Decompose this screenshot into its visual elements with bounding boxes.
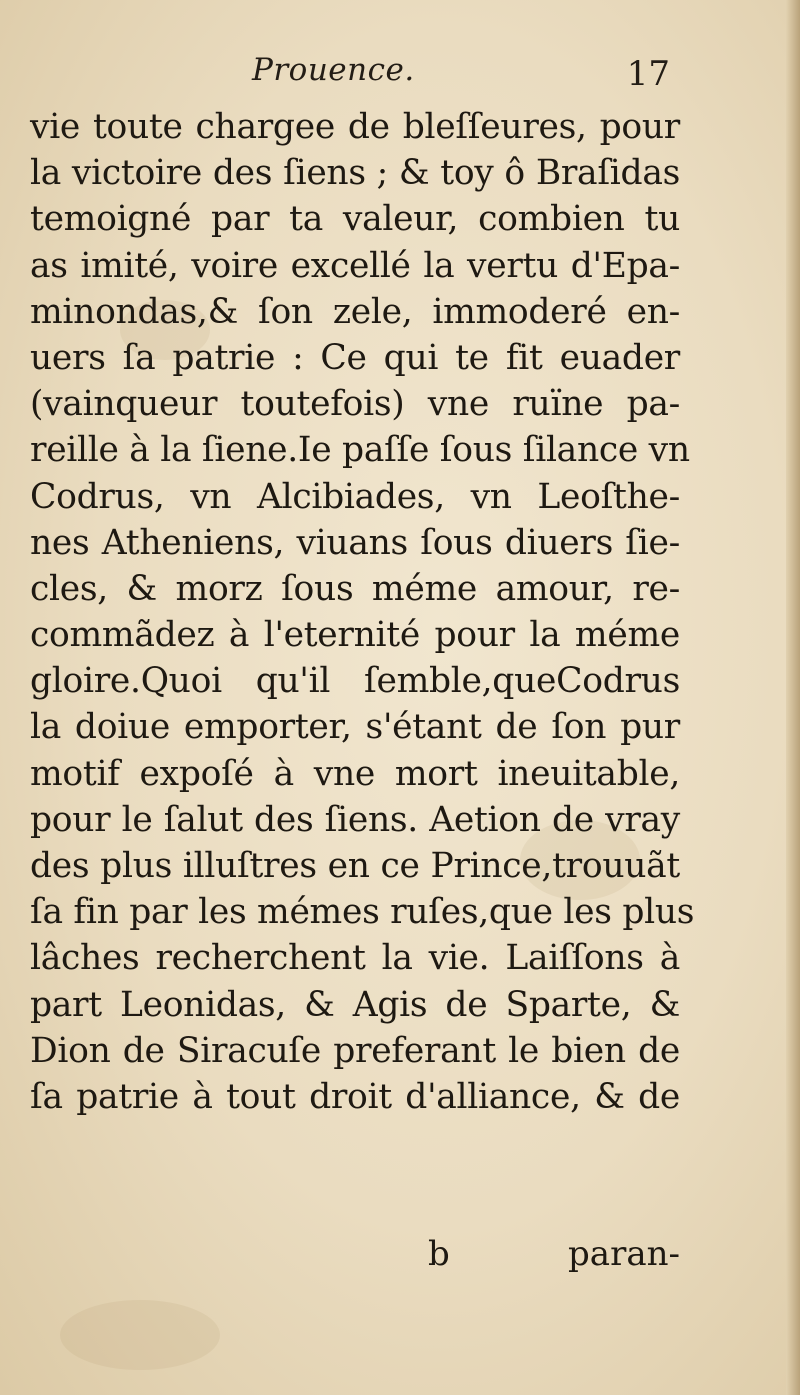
page-header: [30, 52, 670, 102]
page-footer: [30, 1234, 680, 1284]
signature-mark: b: [428, 1234, 450, 1274]
text-line: vie toute chargee de bleſſeures, pour: [30, 107, 680, 147]
text-line: gloire.Quoi qu'il ſemble,queCodrus: [30, 661, 680, 702]
text-line: uers ſa patrie : Ce qui te fit euader: [30, 337, 680, 378]
text-line: (vainqueur toutefois) vne ruïne pa-: [30, 384, 680, 425]
text-line: reille à la ſiene.Ie paſſe ſous ſilance vn: [30, 430, 690, 471]
text-line: Codrus, vn Alcibiades, vn Leoſthe-: [30, 476, 680, 517]
text-line: pour le ſalut des ſiens. Aetion de vray: [30, 799, 680, 840]
text-line: la doiue emporter, s'étant de ſon pur: [30, 707, 680, 748]
text-line: commãdez à l'eternité pour la méme: [30, 615, 680, 656]
text-line: ſa fin par les mémes ruſes,que les plus: [30, 892, 695, 933]
paper-stain: [60, 1300, 220, 1370]
body-text: [30, 104, 695, 1120]
text-line: la victoire des ſiens ; & toy ô Braſidas: [30, 153, 680, 194]
text-line: nes Atheniens, viuans ſous diuers ſie-: [30, 522, 680, 563]
catchword: paran-: [568, 1234, 680, 1274]
text-line: as imité, voire excellé la vertu d'Epa-: [30, 245, 680, 286]
text-line: cles, & morz ſous méme amour, re-: [30, 568, 680, 609]
text-line: motif expoſé à vne mort ineuitable,: [30, 753, 680, 794]
text-line: minondas,& ſon zele, immoderé en-: [30, 291, 680, 332]
text-line: ſa patrie à tout droit d'alliance, & de: [30, 1076, 680, 1117]
running-title: Prouence.: [252, 52, 415, 88]
text-line: Dion de Siracuſe preferant le bien de: [30, 1030, 680, 1071]
text-line: part Leonidas, & Agis de Sparte, &: [30, 984, 680, 1025]
text-line: des plus illuſtres en ce Prince,trouuãt: [30, 846, 680, 886]
text-line: lâches recherchent la vie. Laiſſons à: [30, 938, 680, 979]
text-line: temoigné par ta valeur, combien tu: [30, 199, 680, 240]
page-number: 17: [626, 54, 670, 94]
page-gutter: [786, 0, 800, 1395]
